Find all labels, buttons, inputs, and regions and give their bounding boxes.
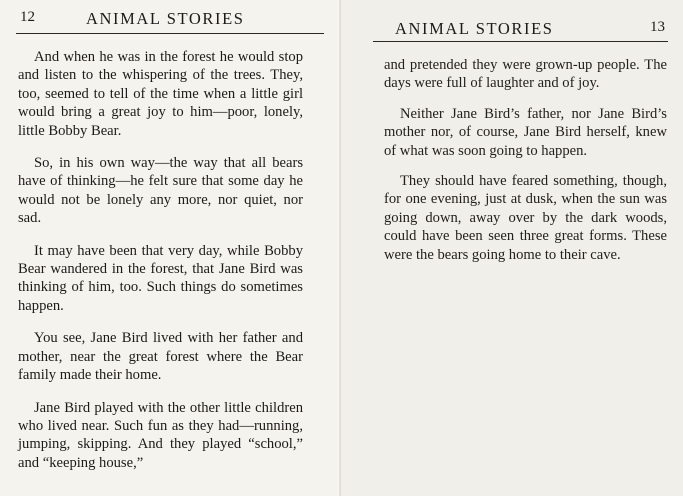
left-page-body	[18, 48, 303, 486]
right-header-rule	[373, 41, 668, 42]
right-page-number: 13	[650, 19, 665, 35]
right-paragraph-2: Neither Jane Bird’s father, nor Jane Bird’s mother nor, of course, Jane Bird herself, knew of what was soon going to happen.	[384, 105, 667, 159]
left-paragraph-2: So, in his own way—the way that all bears have of thinking—he felt sure that some day he would not be lonely any more, nor quiet, nor sad.	[18, 155, 303, 227]
right-page-header	[385, 19, 665, 41]
left-paragraph-1: And when he was in the forest he would stop and listen to the whispering of the trees. They, too, seemed to tell of the time when a little girl would bring a great joy to him—poor, lonely, little Bobby Bear.	[18, 49, 303, 139]
left-paragraph-5: Jane Bird played with the other little children who lived near. Such fun as they had—running, jumping, skipping. And they played “school,” and “keeping house,”	[18, 399, 303, 471]
left-page-number: 12	[20, 9, 35, 25]
right-paragraph-3: They should have feared something, though, for one evening, just at dusk, when the sun was going down, away over by the dark woods, could have been seen three great forms. These were the bears going home to their cave.	[384, 173, 667, 263]
left-page	[0, 0, 341, 496]
left-page-header	[20, 9, 320, 31]
left-header-rule	[16, 33, 324, 34]
left-paragraph-3: It may have been that very day, while Bobby Bear wandered in the forest, that Jane Bird was thinking of him, too. Such things do sometimes happen.	[18, 242, 303, 314]
right-running-title: ANIMAL STORIES	[395, 19, 554, 38]
left-paragraph-4: You see, Jane Bird lived with her father and mother, near the great forest where the Bear family made their home.	[18, 330, 303, 384]
right-page	[341, 0, 683, 496]
left-running-title: ANIMAL STORIES	[86, 9, 245, 28]
right-page-body	[384, 56, 667, 276]
right-paragraph-1: and pretended they were grown-up people. The days were full of laughter and of joy.	[384, 57, 667, 92]
